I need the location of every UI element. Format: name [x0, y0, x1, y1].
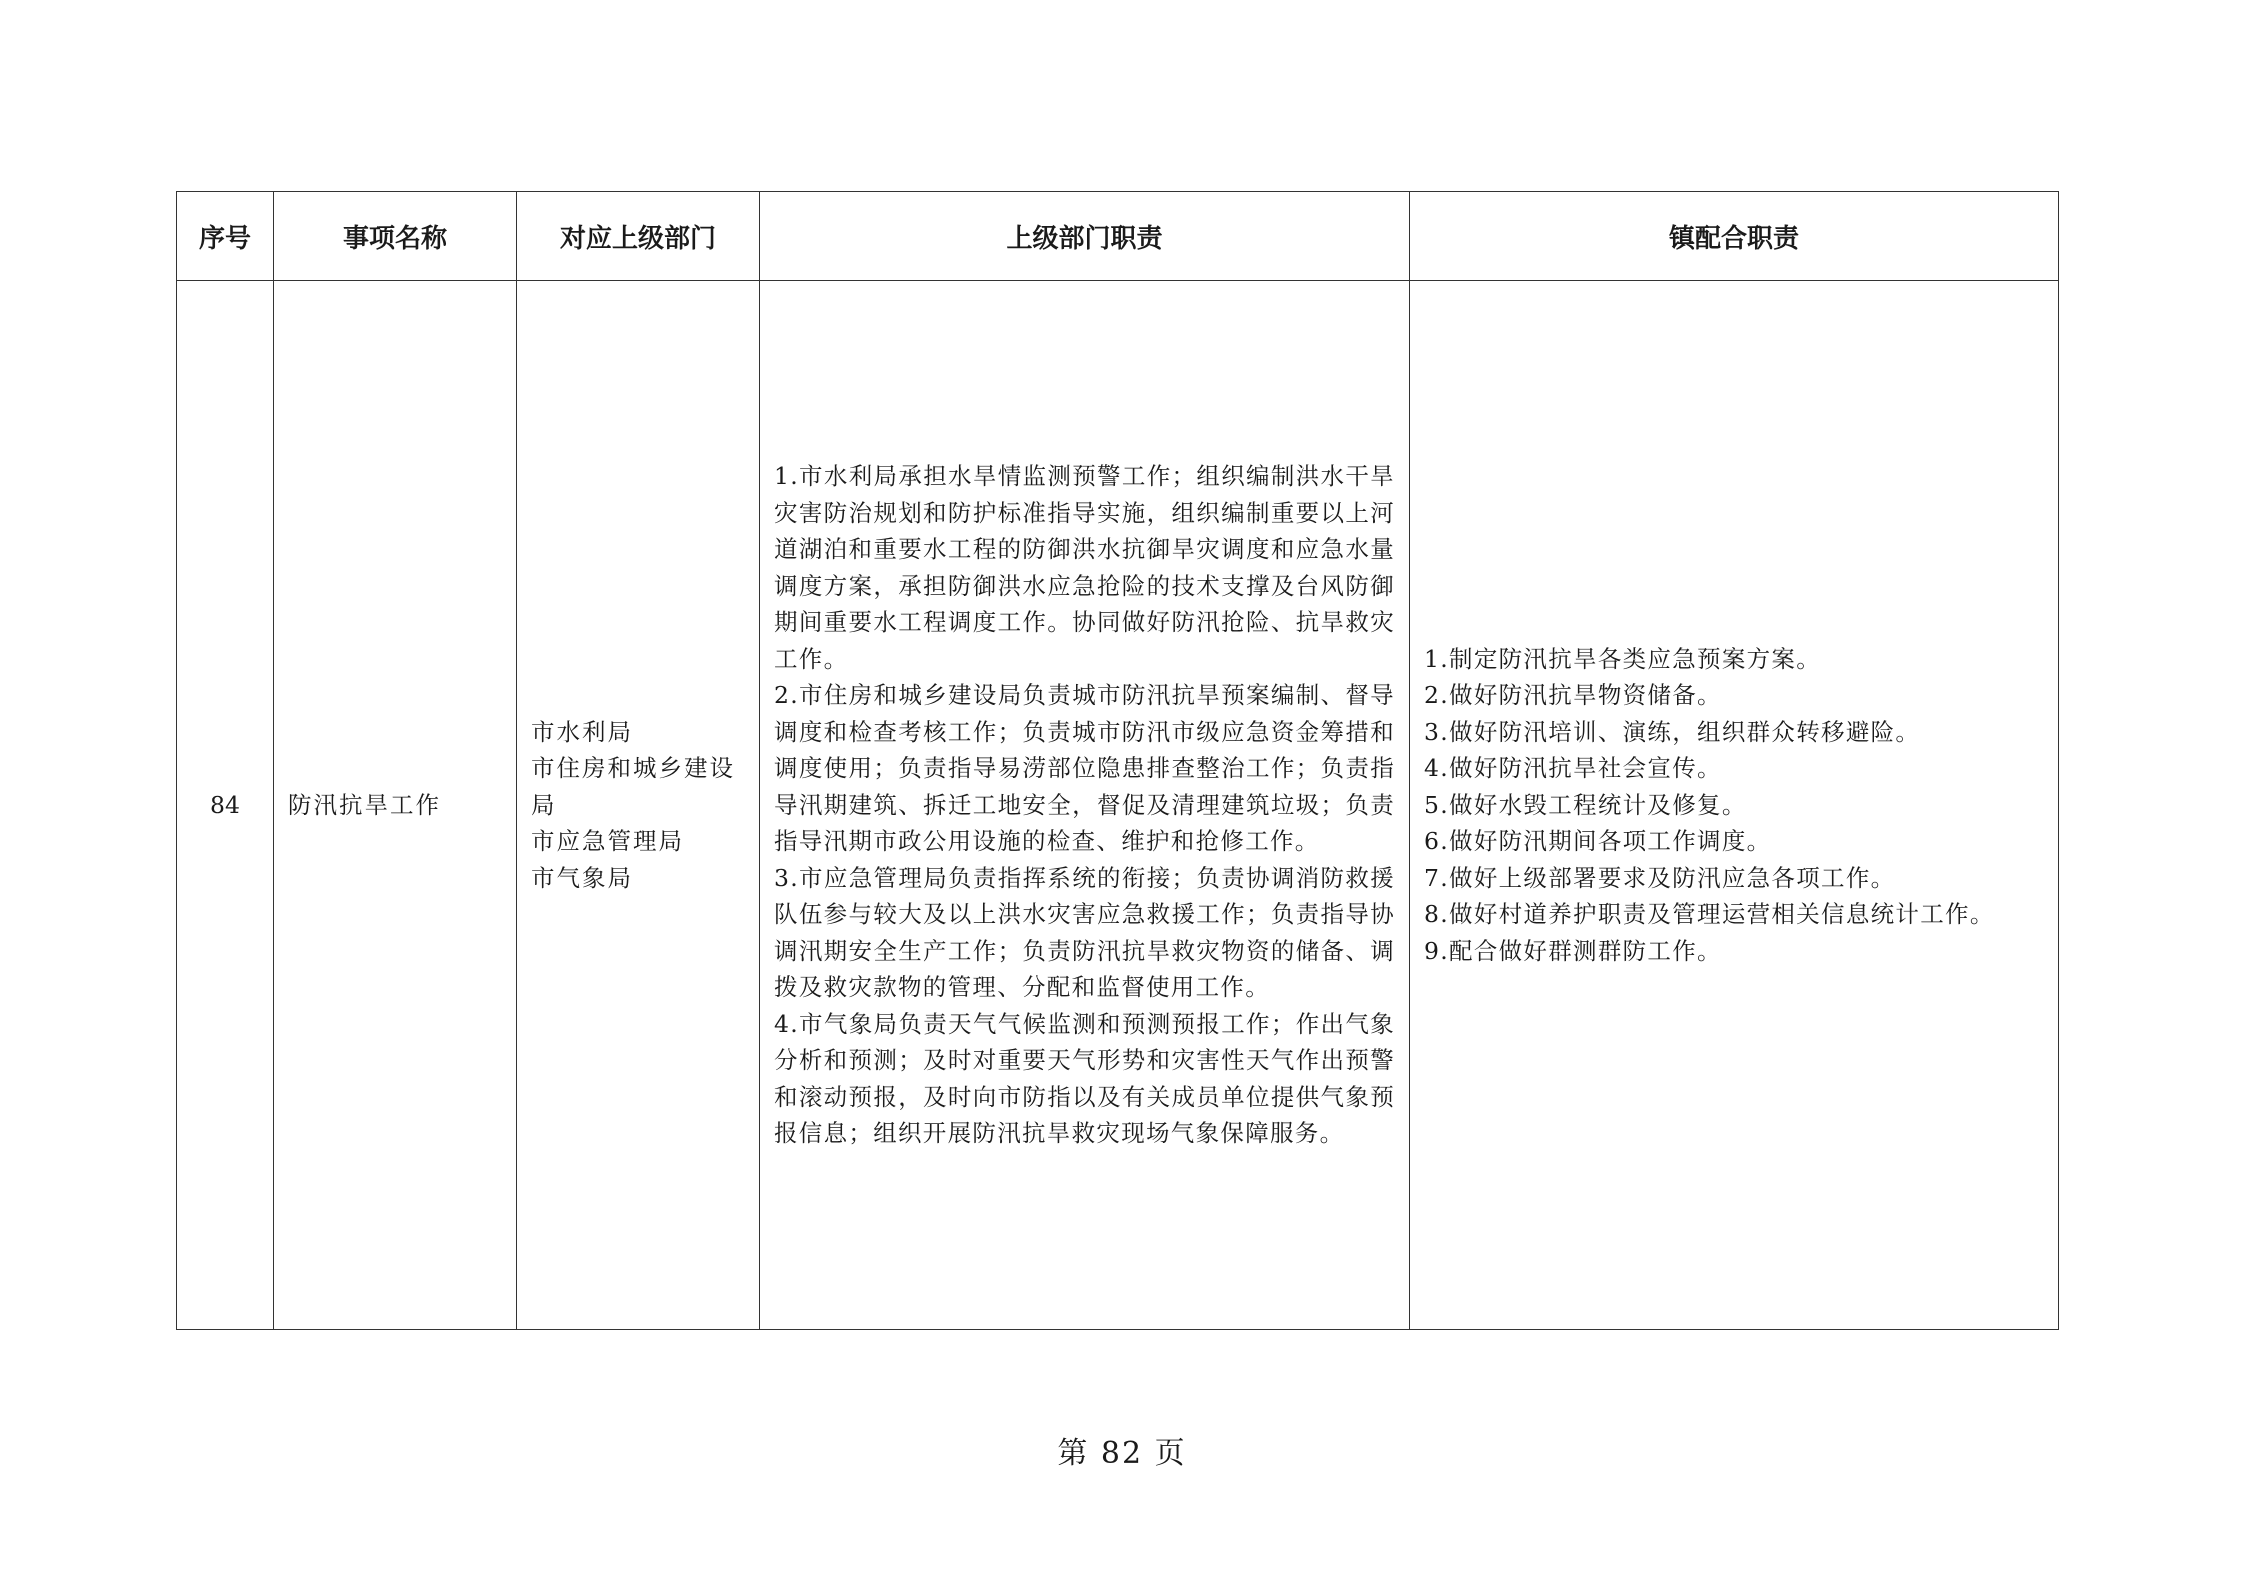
table-header-row — [177, 192, 2059, 281]
header-serial-number: 序号 — [177, 192, 274, 281]
town-duty-item: 9.配合做好群测群防工作。 — [1424, 936, 1722, 965]
page-number: 第 82 页 — [1057, 1436, 1187, 1471]
town-duty-item: 5.做好水毁工程统计及修复。 — [1424, 790, 1747, 819]
table-row — [177, 281, 2059, 1330]
town-duty-item: 3.做好防汛培训、演练，组织群众转移避险。 — [1424, 717, 1921, 746]
row-upper-duties — [760, 281, 1410, 1330]
department-item: 市气象局 — [531, 863, 633, 892]
department-item: 市水利局 — [531, 717, 633, 746]
upper-duty-item: 3.市应急管理局负责指挥系统的衔接；负责协调消防救援队伍参与较大及以上洪水灾害应急救援工作；负责指导协调汛期安全生产工作；负责防汛抗旱救灾物资的储备、调拨及救灾款物的管理、分配和监督使用工作。 — [774, 863, 1395, 1002]
town-duty-item: 8.做好村道养护职责及管理运营相关信息统计工作。 — [1424, 900, 1995, 929]
town-duty-item: 6.做好防汛期间各项工作调度。 — [1424, 827, 1772, 856]
upper-duty-item: 4.市气象局负责天气气候监测和预测预报工作；作出气象分析和预测；及时对重要天气形势和灾害性天气作出预警和滚动预报，及时向市防指以及有关成员单位提供气象预报信息；组织开展防汛抗旱救灾现场气象保障服务。 — [774, 1009, 1395, 1148]
header-item-name: 事项名称 — [274, 192, 517, 281]
department-item: 市住房和城乡建设局 — [531, 754, 735, 819]
header-town-duties: 镇配合职责 — [1410, 192, 2059, 281]
duty-table — [176, 191, 2059, 1330]
town-duty-item: 2.做好防汛抗旱物资储备。 — [1424, 681, 1722, 710]
town-duty-item: 4.做好防汛抗旱社会宣传。 — [1424, 754, 1722, 783]
upper-duty-item: 1.市水利局承担水旱情监测预警工作；组织编制洪水干旱灾害防治规划和防护标准指导实施，组织编制重要以上河道湖泊和重要水工程的防御洪水抗御旱灾调度和应急水量调度方案，承担防御洪水应急抢险的技术支撑及台风防御期间重要水工程调度工作。协同做好防汛抢险、抗旱救灾工作。 — [774, 462, 1395, 673]
upper-duty-item: 2.市住房和城乡建设局负责城市防汛抗旱预案编制、督导调度和检查考核工作；负责城市防汛市级应急资金筹措和调度使用；负责指导易涝部位隐患排查整治工作；负责指导汛期建筑、拆迁工地安全，督促及清理建筑垃圾；负责指导汛期市政公用设施的检查、维护和抢修工作。 — [774, 681, 1395, 856]
department-item: 市应急管理局 — [531, 827, 684, 856]
header-upper-department-duties: 上级部门职责 — [760, 192, 1410, 281]
town-duty-item: 7.做好上级部署要求及防汛应急各项工作。 — [1424, 863, 1896, 892]
header-upper-department: 对应上级部门 — [517, 192, 760, 281]
row-item-name: 防汛抗旱工作 — [274, 281, 517, 1330]
town-duty-item: 1.制定防汛抗旱各类应急预案方案。 — [1424, 644, 1822, 673]
row-departments — [517, 281, 760, 1330]
row-town-duties — [1410, 281, 2059, 1330]
row-serial-number: 84 — [177, 281, 274, 1330]
